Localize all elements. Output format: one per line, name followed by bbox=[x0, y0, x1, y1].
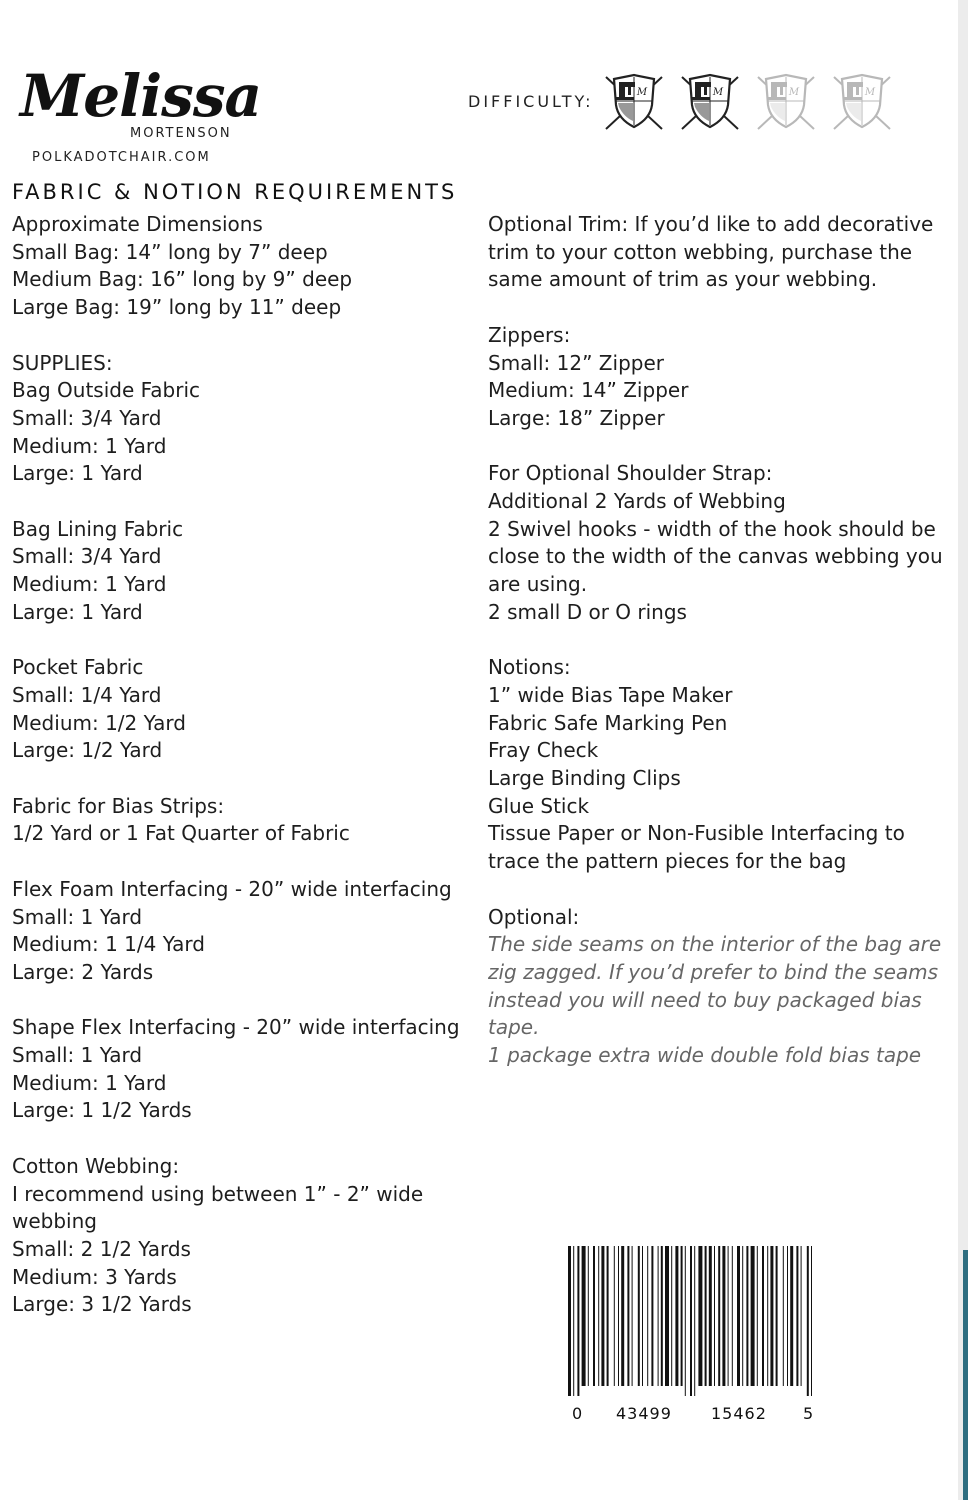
barcode-bar bbox=[746, 1246, 748, 1386]
requirement-line: Large: 3 1/2 Yards bbox=[12, 1292, 192, 1317]
brand-logo bbox=[14, 62, 262, 172]
requirement-line: close to the width of the canvas webbing you bbox=[488, 544, 943, 569]
requirement-line: SUPPLIES: bbox=[12, 350, 113, 375]
difficulty-rating bbox=[468, 66, 894, 136]
barcode-left-group: 43499 bbox=[616, 1404, 672, 1423]
brand-name: Melissa bbox=[20, 62, 262, 130]
requirement-line: trace the pattern pieces for the bag bbox=[488, 849, 847, 874]
barcode-bar bbox=[762, 1246, 764, 1386]
requirement-line: Flex Foam Interfacing - 20” wide interfacing bbox=[12, 876, 452, 901]
requirement-line: Notions: bbox=[488, 655, 571, 680]
barcode-bar bbox=[732, 1246, 733, 1386]
requirement-line: Medium: 1 Yard bbox=[12, 572, 167, 597]
barcode-bar bbox=[776, 1246, 778, 1386]
requirement-block bbox=[488, 904, 942, 1070]
requirement-line: trim to your cotton webbing, purchase the bbox=[488, 239, 913, 264]
requirement-block bbox=[12, 211, 472, 322]
requirement-line: 2 small D or O rings bbox=[488, 599, 687, 624]
requirement-line: Small: 1/4 Yard bbox=[12, 682, 162, 707]
requirement-line: Large Bag: 19” long by 11” deep bbox=[12, 295, 342, 320]
requirement-line: Large: 18” Zipper bbox=[488, 405, 665, 430]
barcode-bar bbox=[783, 1246, 784, 1386]
requirement-line: Cotton Webbing: bbox=[12, 1153, 180, 1178]
barcode-bar bbox=[632, 1246, 633, 1386]
barcode-bar bbox=[787, 1246, 788, 1386]
section-title: FABRIC & NOTION REQUIREMENTS bbox=[12, 180, 458, 204]
requirement-block bbox=[12, 1153, 472, 1319]
barcode-bar bbox=[642, 1246, 643, 1386]
barcode-bar bbox=[658, 1246, 659, 1386]
requirement-line: Approximate Dimensions bbox=[12, 212, 263, 236]
barcode-bar bbox=[690, 1246, 692, 1396]
requirement-line: Small: 2 1/2 Yards bbox=[12, 1236, 191, 1261]
barcode-bar bbox=[811, 1246, 812, 1396]
requirement-line: Large: 1/2 Yard bbox=[12, 738, 163, 763]
requirement-line: Medium: 1/2 Yard bbox=[12, 710, 186, 735]
barcode-bar bbox=[770, 1246, 773, 1386]
barcode-bar bbox=[796, 1246, 798, 1386]
barcode-bar bbox=[681, 1246, 683, 1386]
barcode-bar bbox=[705, 1246, 707, 1386]
barcode-bar bbox=[577, 1246, 579, 1396]
barcode-first-digit: 0 bbox=[572, 1404, 583, 1423]
requirement-line: webbing bbox=[12, 1209, 97, 1234]
barcode-bar bbox=[661, 1246, 663, 1386]
requirement-block bbox=[488, 322, 938, 433]
requirement-line: Large: 1 Yard bbox=[12, 599, 143, 624]
barcode-bar bbox=[573, 1246, 574, 1396]
barcode-bar bbox=[742, 1246, 743, 1386]
barcode-bar bbox=[675, 1246, 678, 1386]
barcode-bar bbox=[582, 1246, 586, 1386]
requirement-line: I recommend using between 1” - 2” wide bbox=[12, 1181, 424, 1206]
barcode-last-digit: 5 bbox=[803, 1404, 814, 1423]
barcode-right-group: 15462 bbox=[711, 1404, 767, 1423]
shield-letter: M bbox=[864, 87, 875, 98]
requirement-line: Small: 1 Yard bbox=[12, 904, 143, 929]
requirement-line: Large: 1 Yard bbox=[12, 461, 143, 486]
requirement-block bbox=[12, 876, 472, 987]
barcode-bar bbox=[627, 1246, 629, 1386]
barcode-bar bbox=[593, 1246, 595, 1386]
barcode-bar bbox=[598, 1246, 599, 1386]
requirement-line: Medium: 1 Yard bbox=[12, 1070, 167, 1095]
requirement-block bbox=[488, 211, 938, 294]
barcode-bars bbox=[566, 1246, 816, 1396]
requirement-line: Small Bag: 14” long by 7” deep bbox=[12, 239, 328, 264]
barcode-bar bbox=[614, 1246, 615, 1386]
requirement-line: Medium: 1 Yard bbox=[12, 433, 167, 458]
requirement-line: Optional Trim: If you’d like to add decorative bbox=[488, 212, 934, 236]
barcode-bar bbox=[767, 1246, 768, 1386]
requirement-line: Medium Bag: 16” long by 9” deep bbox=[12, 267, 353, 292]
barcode-bar bbox=[757, 1246, 758, 1386]
optional-note-line: zig zagged. If you’d prefer to bind the seams bbox=[488, 959, 939, 984]
requirement-line: Large Binding Clips bbox=[488, 766, 681, 791]
barcode-bar bbox=[647, 1246, 648, 1386]
barcode-bar bbox=[790, 1246, 793, 1386]
requirement-line: Medium: 1 1/4 Yard bbox=[12, 932, 205, 957]
requirement-line: Additional 2 Yards of Webbing bbox=[488, 489, 786, 513]
barcode-bar bbox=[722, 1246, 725, 1386]
requirement-line: Medium: 14” Zipper bbox=[488, 378, 689, 403]
requirement-line: Bag Lining Fabric bbox=[12, 516, 184, 541]
requirement-line: Tissue Paper or Non-Fusible Interfacing to bbox=[488, 821, 905, 846]
barcode-bar bbox=[698, 1246, 702, 1386]
requirement-line: Pocket Fabric bbox=[12, 655, 144, 680]
requirement-block bbox=[12, 654, 472, 765]
left-column bbox=[12, 211, 472, 1347]
barcode-bar bbox=[588, 1246, 589, 1386]
shield-letter: M bbox=[636, 87, 647, 98]
barcode-bar bbox=[714, 1246, 715, 1386]
requirement-line: same amount of trim as your webbing. bbox=[488, 267, 878, 292]
requirement-line: 2 Swivel hooks - width of the hook should be bbox=[488, 516, 936, 541]
barcode-bar bbox=[665, 1246, 669, 1386]
requirement-line: Small: 1 Yard bbox=[12, 1043, 143, 1067]
barcode-bar bbox=[685, 1246, 686, 1396]
upc-barcode bbox=[566, 1246, 816, 1424]
requirement-block bbox=[12, 1014, 472, 1125]
difficulty-shield-filled bbox=[602, 69, 666, 133]
barcode-bar bbox=[709, 1246, 712, 1386]
barcode-bar bbox=[601, 1246, 604, 1386]
right-column bbox=[488, 211, 943, 1097]
requirement-line: Small: 3/4 Yard bbox=[12, 544, 162, 569]
requirement-line: Small: 3/4 Yard bbox=[12, 405, 162, 430]
page-edge-accent bbox=[963, 1250, 968, 1500]
requirement-line: Zippers: bbox=[488, 322, 571, 347]
requirement-block bbox=[12, 350, 472, 489]
requirement-block bbox=[12, 516, 472, 627]
requirement-line: For Optional Shoulder Strap: bbox=[488, 461, 773, 486]
shield-letter: M bbox=[788, 87, 799, 98]
requirement-line: Optional: bbox=[488, 904, 580, 929]
barcode-bar bbox=[638, 1246, 640, 1386]
brand-website: POLKADOTCHAIR.COM bbox=[32, 150, 211, 165]
barcode-bar bbox=[607, 1246, 609, 1386]
optional-note-line: instead you will need to buy packaged bias bbox=[488, 987, 922, 1012]
requirement-line: Medium: 3 Yards bbox=[12, 1264, 177, 1289]
requirement-line: Fabric Safe Marking Pen bbox=[488, 710, 728, 735]
barcode-bar bbox=[737, 1246, 740, 1386]
requirement-line: Large: 2 Yards bbox=[12, 959, 154, 984]
difficulty-shields bbox=[602, 69, 894, 133]
requirement-line: 1” wide Bias Tape Maker bbox=[488, 682, 733, 707]
difficulty-label: DIFFICULTY: bbox=[468, 91, 594, 111]
difficulty-shield-empty bbox=[754, 69, 818, 133]
optional-note-line: tape. bbox=[488, 1015, 540, 1040]
difficulty-shield-filled bbox=[678, 69, 742, 133]
shield-letter: M bbox=[712, 87, 723, 98]
requirement-line: Small: 12” Zipper bbox=[488, 350, 664, 375]
requirement-line: are using. bbox=[488, 572, 588, 597]
barcode-bar bbox=[801, 1246, 802, 1386]
difficulty-shield-empty bbox=[830, 69, 894, 133]
requirement-line: Shape Flex Interfacing - 20” wide interfacing bbox=[12, 1015, 460, 1040]
requirement-line: Fray Check bbox=[488, 738, 599, 763]
requirement-block bbox=[488, 460, 943, 626]
brand-surname: MORTENSON bbox=[130, 126, 232, 141]
barcode-bar bbox=[671, 1246, 672, 1386]
requirement-line: Large: 1 1/2 Yards bbox=[12, 1098, 192, 1123]
barcode-bar bbox=[694, 1246, 695, 1396]
optional-note-line: The side seams on the interior of the bag are bbox=[488, 932, 942, 957]
barcode-bar bbox=[621, 1246, 624, 1386]
barcode-bar bbox=[568, 1246, 571, 1396]
requirement-line: Fabric for Bias Strips: bbox=[12, 793, 225, 818]
requirement-line: 1/2 Yard or 1 Fat Quarter of Fabric bbox=[12, 821, 350, 846]
barcode-bar bbox=[807, 1246, 809, 1396]
requirement-line: Bag Outside Fabric bbox=[12, 378, 201, 403]
optional-note-line: 1 package extra wide double fold bias tape bbox=[488, 1043, 922, 1068]
barcode-bar bbox=[651, 1246, 653, 1386]
requirement-block bbox=[12, 793, 472, 848]
barcode-bar bbox=[718, 1246, 720, 1386]
barcode-bar bbox=[728, 1246, 729, 1386]
requirement-block bbox=[488, 654, 938, 876]
requirement-line: Glue Stick bbox=[488, 793, 590, 818]
barcode-bar bbox=[751, 1246, 755, 1386]
barcode-bar bbox=[618, 1246, 619, 1386]
